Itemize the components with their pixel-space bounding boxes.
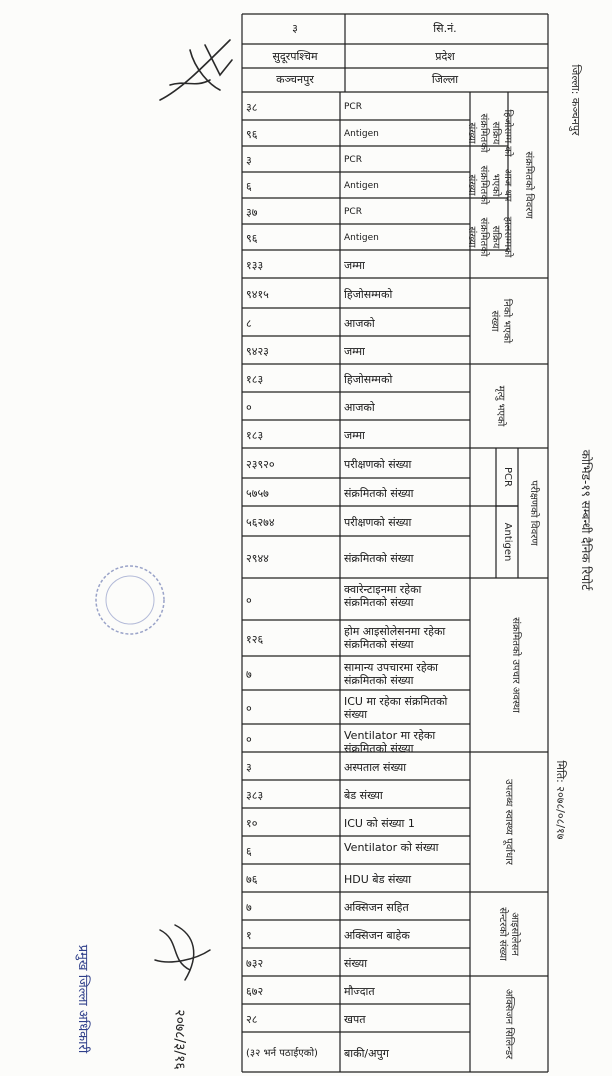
row-label: जम्मा: [344, 429, 365, 442]
row-label: PCR: [344, 207, 362, 217]
row-label: हिजोसम्मको: [344, 288, 393, 301]
row-label: मौज्दात: [344, 985, 375, 998]
row-value: ६: [246, 845, 252, 858]
row-value: १८३: [246, 429, 264, 442]
row-label: संक्रमितको संख्या: [344, 552, 414, 565]
row-value: ३८३: [246, 789, 264, 802]
row-label: बाकी/अपुग: [344, 1047, 389, 1060]
row-value: ६७२: [246, 985, 264, 998]
report-title: कोभिड-१९ सम्बन्धी दैनिक रिपोर्ट: [579, 449, 593, 591]
row-value: ०: [246, 401, 252, 414]
row-value: १: [246, 929, 252, 942]
row-label: ICU मा रहेका संक्रमितको संख्या: [344, 695, 448, 721]
row-label: अक्सिजन सहित: [344, 901, 409, 914]
row-label: हिजोसम्मको: [344, 373, 393, 386]
row-value: ७: [246, 901, 252, 914]
row-label: क्वारेन्टाइनमा रहेका संक्रमितको संख्या: [344, 583, 422, 609]
row-label: बेड संख्या: [344, 789, 383, 802]
row-value: ५६२७४: [246, 516, 275, 529]
row-label: सामान्य उपचारमा रहेका संक्रमितको संख्या: [344, 661, 439, 687]
row-label: संख्या: [344, 957, 368, 970]
signature-top-icon: [150, 30, 240, 110]
label-recovered: निको भएको संख्या: [489, 298, 512, 344]
label-active-until-yesterday: हिजोसम्म को सक्रिय संक्रमितको संख्या: [466, 109, 513, 157]
label-test-details: परीक्षणको विवरण: [528, 480, 539, 546]
row-label: PCR: [344, 155, 362, 165]
signature-date: २०७८/३/१६: [171, 1009, 188, 1070]
side-district: जिल्ला: कञ्चनपुर: [569, 64, 582, 136]
district-label: जिल्ला: [431, 73, 459, 86]
row-label: खपत: [344, 1013, 366, 1026]
row-value: ७६: [246, 873, 258, 886]
row-label: Antigen: [344, 233, 379, 243]
row-value: ९६: [246, 232, 258, 245]
row-label: HDU बेड संख्या: [344, 873, 412, 886]
row-value: ६: [246, 180, 252, 193]
row-value: २३९२०: [246, 458, 275, 471]
label-pcr: PCR: [502, 467, 513, 487]
row-value: १८३: [246, 373, 264, 386]
row-value: २९४४: [246, 552, 269, 565]
row-value: ९४१५: [246, 288, 269, 301]
row-value: (३२ भर्न पठाईएको): [246, 1048, 318, 1059]
label-oxygen-cylinder: अक्सिजन सिलिन्डर: [503, 988, 514, 1060]
signature-bottom-icon: [140, 920, 220, 1010]
row-value: १०: [246, 817, 258, 830]
row-value: १३३: [246, 259, 264, 272]
row-value: १२६: [246, 633, 264, 646]
row-label: जम्मा: [344, 259, 365, 272]
row-label: आजको: [344, 401, 375, 414]
row-value: ३: [246, 154, 252, 167]
row-label: Ventilator को संख्या: [344, 841, 439, 854]
province-value: सुदूरपश्चिम: [272, 50, 318, 63]
row-value: ३८: [246, 101, 258, 114]
row-label: अस्पताल संख्या: [344, 761, 407, 774]
label-isolation: आइसोलेसन सेन्टरको संख्या: [497, 907, 520, 961]
row-value: ९६: [246, 128, 258, 141]
district-value: कञ्चनपुर: [276, 73, 314, 86]
report-date: मिति: २०७८/०८/१७: [554, 760, 567, 840]
label-health-facilities: उपलब्ध स्वास्थ्य पूर्वाधार: [503, 779, 514, 865]
row-value: २८: [246, 1013, 258, 1026]
label-antigen: Antigen: [502, 522, 513, 562]
row-label: PCR: [344, 102, 362, 112]
row-value: ०: [246, 702, 252, 715]
row-label: संक्रमितको संख्या: [344, 487, 414, 500]
row-value: ३७: [246, 206, 258, 219]
row-label: Ventilator मा रहेका संक्रमितको संख्या: [344, 729, 436, 755]
row-value: ३: [246, 761, 252, 774]
row-value: ०: [246, 594, 252, 607]
row-label: ICU को संख्या 1: [344, 817, 415, 830]
label-active-now: हालसम्मको सक्रिय संक्रमितको संख्या: [466, 216, 513, 258]
province-label: प्रदेश: [435, 50, 455, 63]
office-stamp-icon: [90, 560, 170, 640]
label-treatment-status: संक्रमितको उपचार अवस्था: [510, 617, 521, 713]
row-value: ५७५७: [246, 487, 269, 500]
row-label: होम आइसोलेसनमा रहेका संक्रमितको संख्या: [344, 625, 446, 651]
row-label: Antigen: [344, 181, 379, 191]
official-stamp-text: प्रमुख जिल्ला अधिकारी: [75, 944, 91, 1054]
row-value: ८: [246, 317, 252, 330]
row-value: ७३२: [246, 957, 264, 970]
row-value: ७: [246, 668, 252, 681]
row-value: ९४२३: [246, 345, 269, 358]
row-label: परीक्षणको संख्या: [344, 458, 412, 471]
row-label: आजको: [344, 317, 375, 330]
header-top-value: ३: [292, 22, 298, 35]
row-label: Antigen: [344, 129, 379, 139]
row-label: अक्सिजन बाहेक: [344, 929, 410, 942]
header-top-label: सि.नं.: [433, 22, 457, 35]
label-new-today: आज थप भएको संक्रमितको संख्या: [466, 165, 513, 205]
row-value: ०: [246, 733, 252, 746]
label-deaths: मृत्यु भएको: [495, 385, 506, 427]
label-infected-details: संक्रमितको विवरण: [523, 151, 534, 219]
row-label: जम्मा: [344, 345, 365, 358]
row-label: परीक्षणको संख्या: [344, 516, 412, 529]
